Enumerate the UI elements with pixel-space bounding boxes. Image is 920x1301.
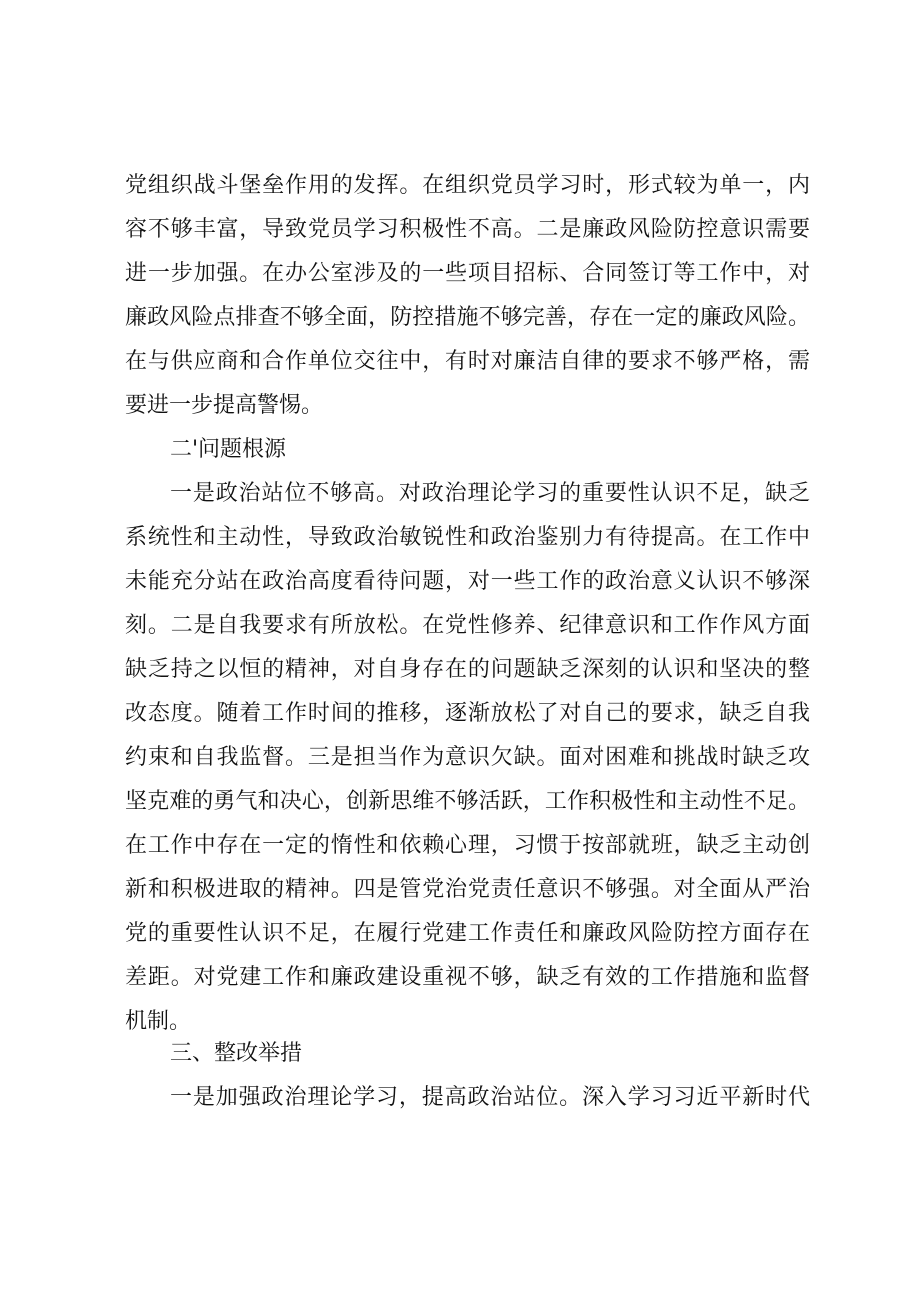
- paragraph-line: 要进一步提高警惕。: [125, 393, 324, 418]
- paragraph-line: 廉政风险点排查不够全面，防控措施不够完善，存在一定的廉政风险。: [125, 305, 810, 330]
- paragraph-line: 系统性和主动性，导致政治敏锐性和政治鉴别力有待提高。在工作中: [125, 525, 810, 550]
- paragraph-line: 在工作中存在一定的惰性和依赖心理，习惯于按部就班，缺乏主动创: [125, 833, 810, 858]
- paragraph-line: 在与供应商和合作单位交往中，有时对廉洁自律的要求不够严格，需: [125, 349, 810, 374]
- paragraph-line: 刻。二是自我要求有所放松。在党性修养、纪律意识和工作作风方面: [125, 613, 810, 638]
- paragraph-line: 改态度。随着工作时间的推移，逐渐放松了对自己的要求，缺乏自我: [125, 701, 810, 726]
- section-heading-root-causes: 二'问题根源: [170, 437, 287, 462]
- paragraph-problems-continued: [125, 172, 810, 419]
- paragraph-line: 党的重要性认识不足，在履行党建工作责任和廉政风险防控方面存在: [125, 921, 810, 946]
- paragraph-line: 党组织战斗堡垒作用的发挥。在组织党员学习时，形式较为单一，内: [125, 173, 810, 198]
- paragraph-line: 一是加强政治理论学习，提高政治站位。深入学习习近平新时代: [170, 1085, 810, 1110]
- paragraph-line: 差距。对党建工作和廉政建设重视不够，缺乏有效的工作措施和监督: [125, 965, 810, 990]
- paragraph-line: 缺乏持之以恒的精神，对自身存在的问题缺乏深刻的认识和坚决的整: [125, 657, 810, 682]
- paragraph-line: 约束和自我监督。三是担当作为意识欠缺。面对困难和挑战时缺乏攻: [125, 745, 810, 770]
- paragraph-line: 一是政治站位不够高。对政治理论学习的重要性认识不足，缺乏: [170, 481, 810, 506]
- paragraph-line: 进一步加强。在办公室涉及的一些项目招标、合同签订等工作中，对: [125, 261, 810, 286]
- section-heading-rectification-measures: 三、整改举措: [170, 1041, 303, 1066]
- paragraph-line: 机制。: [125, 1009, 192, 1034]
- paragraph-line: 未能充分站在政治高度看待问题，对一些工作的政治意义认识不够深: [125, 569, 810, 594]
- paragraph-line: 坚克难的勇气和决心，创新思维不够活跃，工作积极性和主动性不足。: [125, 789, 810, 814]
- paragraph-line: 新和积极进取的精神。四是管党治党责任意识不够强。对全面从严治: [125, 877, 810, 902]
- paragraph-root-causes: [125, 480, 810, 1035]
- paragraph-line: 容不够丰富，导致党员学习积极性不高。二是廉政风险防控意识需要: [125, 217, 810, 242]
- paragraph-rectification-measures: [125, 1084, 810, 1111]
